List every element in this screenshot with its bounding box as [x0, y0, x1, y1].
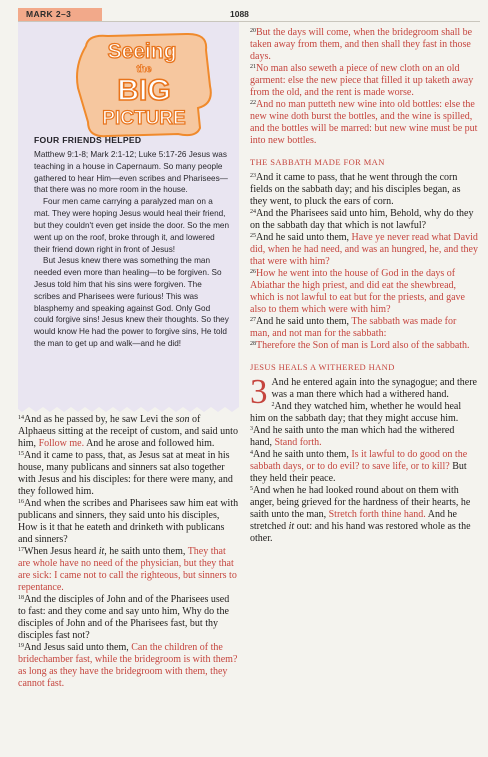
verse-18: $^{18}$And the disciples of John and of the Pharisees used to fast: and they come and say unto him, Why do the disciples of John and of the Pharisees fast, but thy disciples fast not?: [18, 594, 230, 641]
verse-21: $^{21}$No man also seweth a piece of new cloth on an old garment: else the new piece that filled it up taketh away from the old, and the rent is made worse.: [250, 63, 474, 98]
logo-word-seeing: Seeing: [107, 40, 177, 63]
seeing-the-big-picture-logo: [68, 30, 218, 142]
page-number: 1088: [230, 9, 249, 19]
logo-word-big: BIG: [117, 74, 171, 107]
verse-22: $^{22}$And no man putteth new wine into old bottles: else the new wine doth burst the bottles, and the wine is spilled, and the bottles will be marred: but new wine must be put into new bottles.: [250, 99, 478, 146]
chapter-3-verse-5: $^5$And when he had looked round about on them with anger, being grieved for the hardness of their hearts, he saith unto the man, Stretch forth thine hand. And he stretched it out: and his hand was restored whole as the other.: [250, 485, 471, 544]
sidebar-feature-box: [18, 22, 239, 405]
verse-16: $^{16}$And when the scribes and Pharisees saw him eat with publicans and sinners, they said unto his disciples, How is it that he eateth and drinketh with publicans and sinners?: [18, 498, 239, 545]
verse-17: $^{17}$When Jesus heard it, he saith unto them, They that are whole have no need of the physician, but they that are sick: I came not to call the righteous, but sinners to repentance.: [18, 546, 237, 593]
verse-15: $^{15}$And it came to pass, that, as Jesus sat at meat in his house, many publicans and sinners sat also together with Jesus and his disciples: for there were many, and they followed him.: [18, 450, 233, 497]
logo-word-the: the: [136, 64, 152, 75]
sidebar-paragraph: But Jesus knew there was something the man needed even more than healing—to be forgiven. So Jesus told him that his sins were forgiven. The scribes and Pharisees were furious! This was blasphemy and speaking against God. Only God could forgive sins! Jesus knew their thoughts. So they would know He had the power to forgive sins, He told the man to get up and walk—and he did!: [34, 256, 229, 348]
logo-word-picture: PICTURE: [102, 108, 186, 129]
running-header: [18, 8, 480, 22]
chapter-3-verse-3: $^3$And he saith unto the man which had the withered hand, Stand forth.: [250, 425, 455, 448]
sidebar-title: FOUR FRIENDS HELPED: [34, 135, 142, 145]
chapter-3-verse-1: 3 And he entered again into the synagogue; and there was a man there which had a withered hand.: [250, 372, 477, 411]
sidebar-zigzag-edge: [18, 405, 239, 413]
text-column-left: [18, 414, 239, 690]
verse-27: $^{27}$And he said unto them, The sabbath was made for man, and not man for the sabbath:: [250, 316, 457, 339]
section-heading: THE SABBATH MADE FOR MAN: [250, 157, 385, 167]
section-heading: JESUS HEALS A WITHERED HAND: [250, 362, 395, 372]
verse-23: $^{23}$And it came to pass, that he went through the corn fields on the sabbath day; and his disciples began, as they went, to pluck the ears of corn.: [250, 172, 461, 207]
verse-28: $^{28}$Therefore the Son of man is Lord also of the sabbath.: [250, 340, 470, 351]
sidebar-body: [34, 149, 229, 350]
book-reference: MARK 2–3: [26, 9, 72, 19]
verse-14: $^{14}$And as he passed by, he saw Levi the son of Alphaeus sitting at the receipt of custom, and said unto him, Follow me. And he arose and followed him.: [18, 414, 238, 449]
verse-26: $^{26}$How he went into the house of God in the days of Abiathar the high priest, and did eat the shewbread, which is not lawful to eat but for the priests, and gave also to them which were with him?: [250, 268, 465, 315]
sidebar-paragraph: Four men came carrying a paralyzed man on a mat. They were hoping Jesus would heal their friend, but they couldn't even get inside the door. So the men went up on the roof, broke through it, and lowered their friend down right in front of Jesus!: [34, 197, 230, 254]
bible-page: [18, 0, 480, 757]
text-column-right: [250, 27, 478, 545]
chapter-number: 3: [250, 372, 268, 411]
verse-24: $^{24}$And the Pharisees said unto him, Behold, why do they on the sabbath day that which is not lawful?: [250, 208, 474, 231]
sidebar-paragraph: Matthew 9:1-8; Mark 2:1-12; Luke 5:17-26 Jesus was teaching in a house in Capernaum. So many people gathered to hear Him—even scribes and Pharisees—that there was no more room in the house.: [34, 150, 228, 195]
verse-19: $^{19}$And Jesus said unto them, Can the children of the bridechamber fast, while the bridegroom is with them? as long as they have the bridegroom with them, they cannot fast.: [18, 642, 238, 689]
chapter-3-verse-4: $^4$And he saith unto them, Is it lawful to do good on the sabbath days, or to do evil? to save life, or to kill? But they held their peace.: [250, 449, 468, 484]
verse-20: $^{20}$But the days will come, when the bridegroom shall be taken away from them, and then shall they fast in those days.: [250, 27, 473, 62]
verse-25: $^{25}$And he said unto them, Have ye never read what David did, when he had need, and was an hungred, he, and they that were with him?: [250, 232, 478, 267]
chapter-3-verse-2: $^2$And they watched him, whether he would heal him on the sabbath day; that they might accuse him.: [250, 401, 462, 424]
